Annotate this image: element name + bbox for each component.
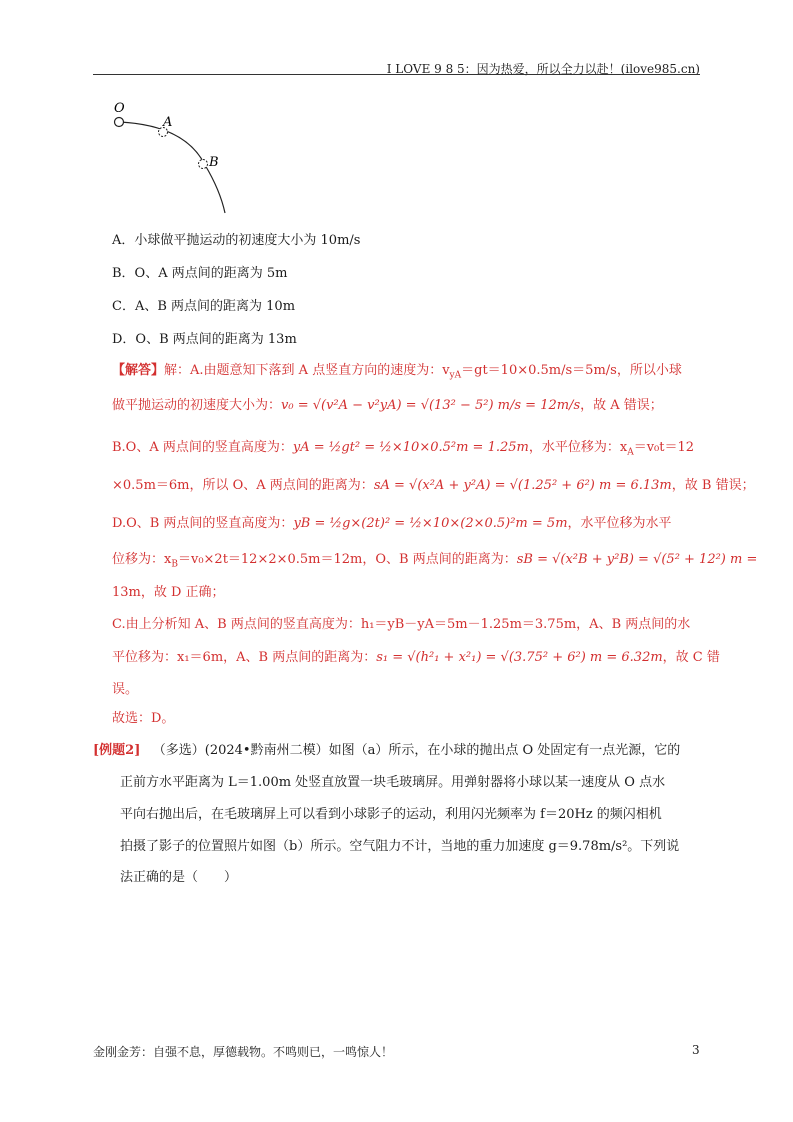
point-o-marker	[115, 118, 124, 127]
answer-line-8: C.由上分析知 A、B 两点间的竖直高度为：h₁＝yB－yA＝5m－1.25m＝3.75m，A、B 两点间的水	[112, 617, 691, 632]
trajectory-figure	[105, 95, 245, 220]
answer-line-7: 13m，故 D 正确；	[112, 585, 225, 600]
answer-choice: 故选：D。	[112, 711, 175, 726]
page-header: I LOVE 9 8 5：因为热爱，所以全力以赴！(ilove985.cn)	[386, 62, 700, 76]
formula-sa: sA = √(x²A + y²A) = √(1.25² + 6²) m = 6.13m	[373, 478, 672, 493]
formula-yb: yB = ½g×(2t)² = ½×10×(2×0.5)²m = 5m	[293, 516, 568, 531]
page-number: 3	[692, 1043, 700, 1057]
label-a: A	[163, 115, 173, 130]
answer-tag: 【解答】	[112, 363, 165, 378]
formula-s1: s₁ = √(h²₁ + x²₁) = √(3.75² + 6²) m = 6.32m	[376, 650, 663, 665]
answer-line-9: 平位移为：x₁＝6m，A、B 两点间的距离为：s₁ = √(h²₁ + x²₁) = √(3.75² + 6²) m = 6.32m，故 C 错	[112, 650, 720, 665]
option-b: B．O、A 两点间的距离为 5m	[112, 266, 288, 281]
answer-line-5: D.O、B 两点间的竖直高度为：yB = ½g×(2t)² = ½×10×(2×0.5)²m = 5m，水平位移为水平	[112, 516, 672, 531]
label-b: B	[209, 155, 219, 170]
page-footer: 金刚金芳：自强不息，厚德载物。不鸣则已，一鸣惊人！	[93, 1045, 394, 1059]
label-o: O	[114, 101, 125, 116]
option-d: D．O、B 两点间的距离为 13m	[112, 332, 297, 347]
example-line-5: 法正确的是（ ）	[120, 870, 238, 885]
option-c: C．A、B 两点间的距离为 10m	[112, 299, 296, 314]
answer-line-1: 【解答】解：A.由题意知下落到 A 点竖直方向的速度为：$v_{yA}=gt=10\times 0.5m/s=5m/s$，所以小球	[112, 363, 682, 381]
example-line-2: 正前方水平距离为 L＝1.00m 处竖直放置一块毛玻璃屏。用弹射器将小球以某一速度从 O 点水	[120, 775, 666, 790]
example-line-4: 拍摄了影子的位置照片如图（b）所示。空气阻力不计，当地的重力加速度 g＝9.78m/s²。下列说	[120, 839, 680, 854]
answer-line-10: 误。	[112, 682, 139, 697]
answer-line-3: B.O、A 两点间的竖直高度为：yA = ½gt² = ½×10×0.5²m = 1.25m，水平位移为：$x_A=v_0t=12$	[112, 440, 695, 458]
formula-sb: sB = √(x²B + y²B) = √(5² + 12²) m =	[516, 552, 758, 567]
answer-line-4: ×0.5m＝6m，所以 O、A 两点间的距离为：sA = √(x²A + y²A) = √(1.25² + 6²) m = 6.13m，故 B 错误；	[112, 478, 755, 493]
example-line-1: [例题2] （多选）(2024•黔南州二模）如图（a）所示，在小球的抛出点 O 处固定有一点光源，它的	[93, 743, 681, 758]
header-rule	[93, 74, 700, 75]
point-b-marker	[199, 160, 208, 169]
formula-v0: v₀ = √(v²A − v²yA) = √(13² − 5²) m/s = 12m/s	[281, 398, 581, 413]
answer-line-2: 做平抛运动的初速度大小为：v₀ = √(v²A − v²yA) = √(13² − 5²) m/s = 12m/s，故 A 错误；	[112, 398, 663, 413]
option-a: A．小球做平抛运动的初速度大小为 10m/s	[112, 233, 361, 248]
answer-line-6: 位移为：$x_B=v_0\times 2t=12\times 2\times 0.5m=12m$，O、B 两点间的距离为：sB = √(x²B + y²B) = √(5² + 12²) m =	[112, 552, 758, 570]
example-tag: [例题2]	[93, 743, 141, 758]
formula-ya: yA = ½gt² = ½×10×0.5²m = 1.25m	[292, 440, 529, 455]
example-line-3: 平向右抛出后，在毛玻璃屏上可以看到小球影子的运动，利用闪光频率为 f＝20Hz 的频闪相机	[120, 807, 662, 822]
